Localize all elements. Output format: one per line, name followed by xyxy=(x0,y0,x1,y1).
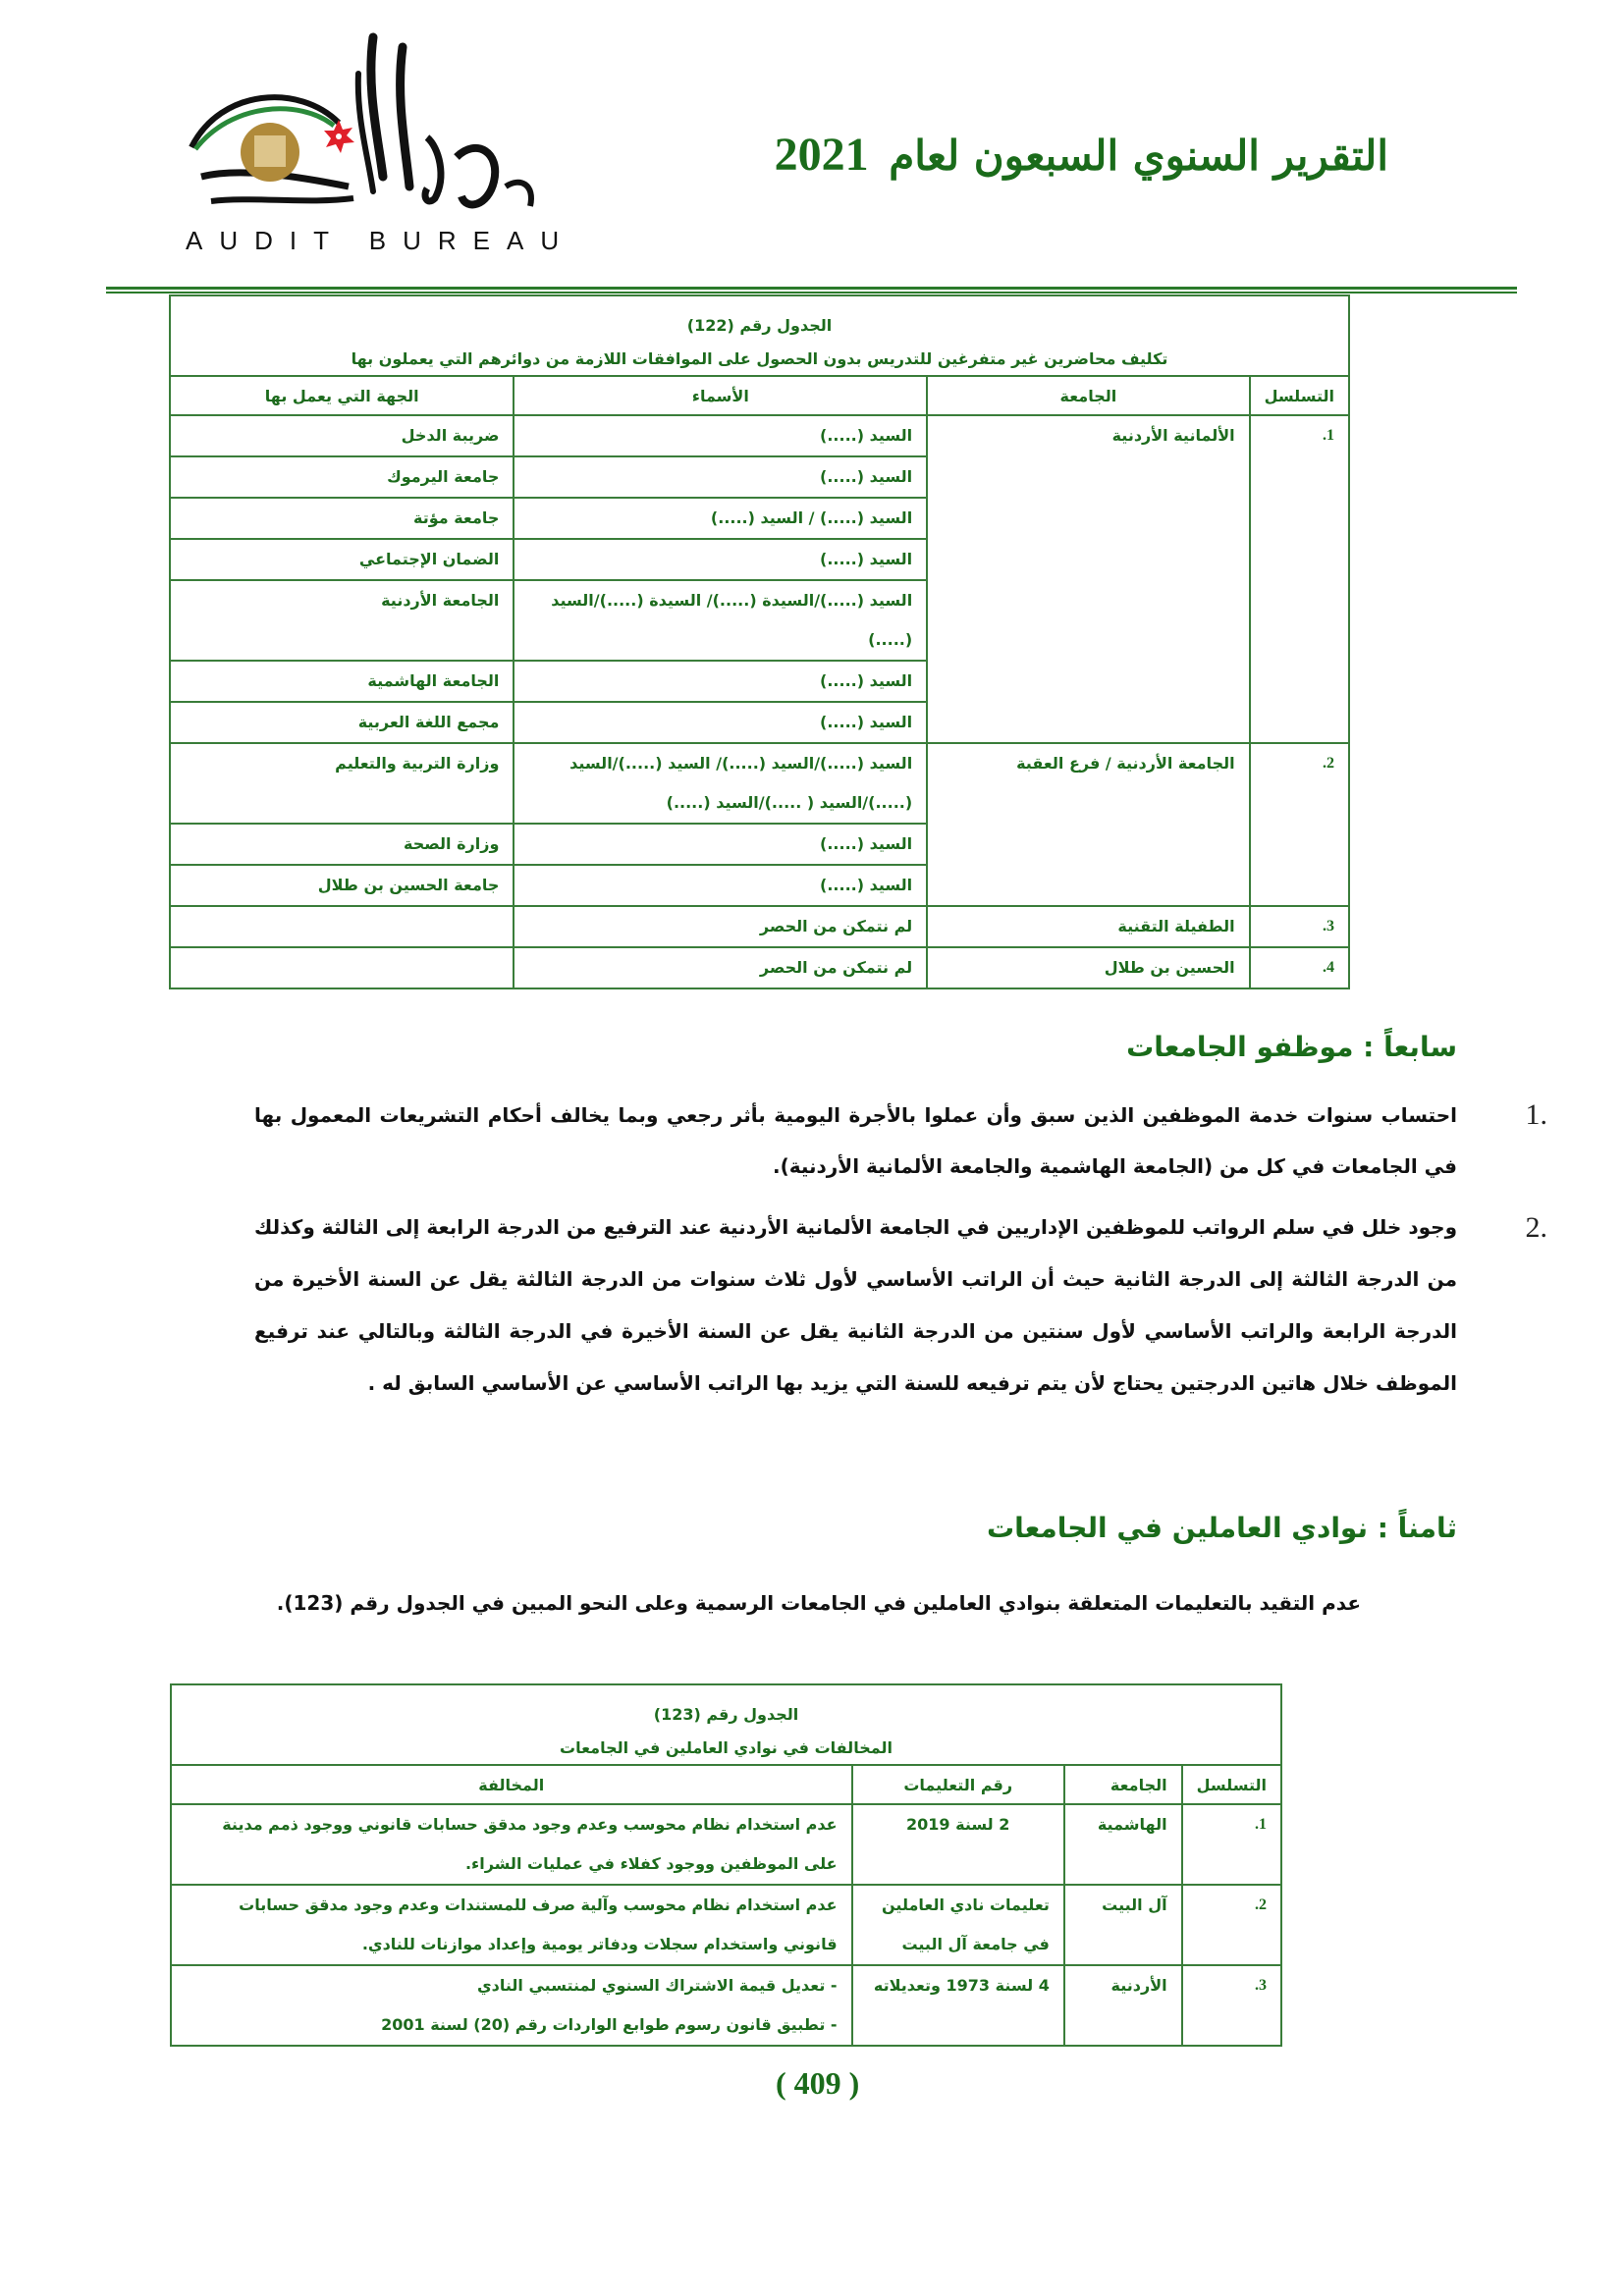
table-122 xyxy=(169,294,1350,989)
employer-cell: وزارة التربية والتعليم xyxy=(170,743,514,824)
column-header-instructions: رقم التعليمات xyxy=(852,1765,1064,1804)
logo-emblem-icon xyxy=(182,29,574,226)
seq-cell: 3. xyxy=(1250,906,1349,947)
list-item-text: احتساب سنوات خدمة الموظفين الذين سبق وأن عملوا بالأجرة اليومية بأثر رجعي وبما يخالف أحكام التشريعات المعمول بها في الجامعات في كل من (الجامعة الهاشمية والجامعة الألمانية الأردنية). xyxy=(254,1103,1457,1178)
table-row xyxy=(171,1804,1281,1885)
university-cell: الجامعة الأردنية / فرع العقبة xyxy=(927,743,1249,906)
names-cell: لم نتمكن من الحصر xyxy=(514,906,927,947)
employer-cell: مجمع اللغة العربية xyxy=(170,702,514,743)
section-8-intro: عدم التقيد بالتعليمات المتعلقة بنوادي العاملين في الجامعات الرسمية وعلى النحو المبين في الجدول رقم (123). xyxy=(276,1591,1361,1615)
seq-cell: 4. xyxy=(1250,947,1349,988)
section-7-heading: سابعاً : موظفو الجامعات xyxy=(1126,1031,1457,1063)
seq-cell: 3. xyxy=(1182,1965,1281,2046)
names-cell: السيد (.....) / السيد (.....) xyxy=(514,498,927,539)
audit-bureau-logo xyxy=(182,29,574,265)
employer-cell: جامعة الحسين بن طلال xyxy=(170,865,514,906)
table-123 xyxy=(170,1683,1282,2047)
header-divider-bottom xyxy=(106,292,1517,294)
table-row xyxy=(170,947,1349,988)
names-cell: السيد (.....) xyxy=(514,456,927,498)
header-divider-top xyxy=(106,287,1517,290)
employer-cell: ضريبة الدخل xyxy=(170,415,514,456)
list-item-text: وجود خلل في سلم الرواتب للموظفين الإداريين في الجامعة الألمانية الأردنية عند الترفيع من الدرجة الرابعة إلى الثالثة وكذلك من الدرجة الثالثة إلى الدرجة الثانية حيث أن الراتب الأساسي لأول ثلاث سنوات من الدرجة الثالثة يقل عن السنة الأخيرة من الدرجة الرابعة والراتب الأساسي لأول سنتين من الدرجة الثانية يقل عن السنة الأخيرة في الدرجة الثالثة وبالتالي عند ترفيع الموظف خلال هاتين الدرجتين يحتاج لأن يتم ترفيعه للسنة التي يزيد بها الراتب الأساسي عن الأساسي السابق له . xyxy=(254,1215,1457,1395)
report-title xyxy=(775,128,1388,182)
column-header-seq: التسلسل xyxy=(1250,376,1349,415)
column-header-employer: الجهة التي يعمل بها xyxy=(170,376,514,415)
university-cell: الألمانية الأردنية xyxy=(927,415,1249,743)
table-caption-number: الجدول رقم (123) xyxy=(653,1705,799,1724)
seq-cell: 2. xyxy=(1250,743,1349,906)
table-122-caption xyxy=(170,295,1349,376)
section-7-item-2 xyxy=(254,1201,1547,1410)
employer-cell: جامعة مؤتة xyxy=(170,498,514,539)
instructions-cell: تعليمات نادي العاملين في جامعة آل البيت xyxy=(852,1885,1064,1965)
column-header-violation: المخالفة xyxy=(171,1765,852,1804)
table-row xyxy=(170,743,1349,824)
violation-cell xyxy=(171,1965,852,2046)
violation-bullet: - تطبيق قانون رسوم طوابع الواردات رقم (20) لسنة 2001 xyxy=(381,2015,838,2034)
section-7-item-1 xyxy=(254,1090,1547,1192)
employer-cell: جامعة اليرموك xyxy=(170,456,514,498)
column-header-names: الأسماء xyxy=(514,376,927,415)
names-cell: السيد (.....) xyxy=(514,702,927,743)
instructions-cell: 2 لسنة 2019 xyxy=(852,1804,1064,1885)
university-cell: الطفيلة التقنية xyxy=(927,906,1249,947)
university-cell: الأردنية xyxy=(1064,1965,1182,2046)
report-title-text: التقرير السنوي السبعون لعام xyxy=(889,132,1388,180)
university-cell: الهاشمية xyxy=(1064,1804,1182,1885)
employer-cell: الضمان الإجتماعي xyxy=(170,539,514,580)
names-cell: لم نتمكن من الحصر xyxy=(514,947,927,988)
university-cell: الحسين بن طلال xyxy=(927,947,1249,988)
employer-cell: الجامعة الهاشمية xyxy=(170,661,514,702)
names-cell: السيد (.....) xyxy=(514,865,927,906)
instructions-cell: 4 لسنة 1973 وتعديلاته xyxy=(852,1965,1064,2046)
report-year: 2021 xyxy=(774,129,869,181)
names-cell: السيد (.....)/السيد (.....)/ السيد (.....)/السيد (.....)/السيد ( .....)/السيد (.....) xyxy=(514,743,927,824)
names-cell: السيد (.....) xyxy=(514,415,927,456)
names-cell: السيد (.....) xyxy=(514,661,927,702)
table-caption-number: الجدول رقم (122) xyxy=(686,316,833,335)
table-row xyxy=(171,1965,1281,2046)
employer-cell xyxy=(170,906,514,947)
logo-english-text: AUDIT BUREAU xyxy=(186,226,576,255)
employer-cell: وزارة الصحة xyxy=(170,824,514,865)
names-cell: السيد (.....) xyxy=(514,824,927,865)
university-cell: آل البيت xyxy=(1064,1885,1182,1965)
column-header-university: الجامعة xyxy=(1064,1765,1182,1804)
list-number: .1 xyxy=(1525,1098,1547,1131)
violation-cell: عدم استخدام نظام محوسب وآلية صرف للمستندات وعدم وجود مدقق حسابات قانوني واستخدام سجلات ودفاتر يومية وإعداد موازنات للنادي. xyxy=(171,1885,852,1965)
seq-cell: 2. xyxy=(1182,1885,1281,1965)
table-row xyxy=(170,906,1349,947)
column-header-university: الجامعة xyxy=(927,376,1249,415)
section-8-heading: ثامناً : نوادي العاملين في الجامعات xyxy=(986,1512,1457,1544)
table-caption-title: تكليف محاضرين غير متفرغين للتدريس بدون الحصول على الموافقات اللازمة من دوائرهم التي يعملون بها xyxy=(351,349,1168,368)
table-header-row xyxy=(170,376,1349,415)
table-row xyxy=(171,1885,1281,1965)
violation-cell: عدم استخدام نظام محوسب وعدم وجود مدقق حسابات قانوني ووجود ذمم مدينة على الموظفين ووجود كفلاء في عمليات الشراء. xyxy=(171,1804,852,1885)
seq-cell: 1. xyxy=(1182,1804,1281,1885)
table-row xyxy=(170,415,1349,456)
table-header-row xyxy=(171,1765,1281,1804)
employer-cell xyxy=(170,947,514,988)
page-number: ( 409 ) xyxy=(776,2065,860,2101)
table-caption-title: المخالفات في نوادي العاملين في الجامعات xyxy=(560,1738,893,1757)
employer-cell: الجامعة الأردنية xyxy=(170,580,514,661)
names-cell: السيد (.....) xyxy=(514,539,927,580)
names-cell: السيد (.....)/السيدة (.....)/ السيدة (.....)/السيد (.....) xyxy=(514,580,927,661)
list-number: .2 xyxy=(1525,1211,1547,1244)
column-header-seq: التسلسل xyxy=(1182,1765,1281,1804)
table-123-caption xyxy=(171,1684,1281,1765)
violation-bullet: - تعديل قيمة الاشتراك السنوي لمنتسبي النادي xyxy=(477,1976,838,1995)
seq-cell: 1. xyxy=(1250,415,1349,743)
